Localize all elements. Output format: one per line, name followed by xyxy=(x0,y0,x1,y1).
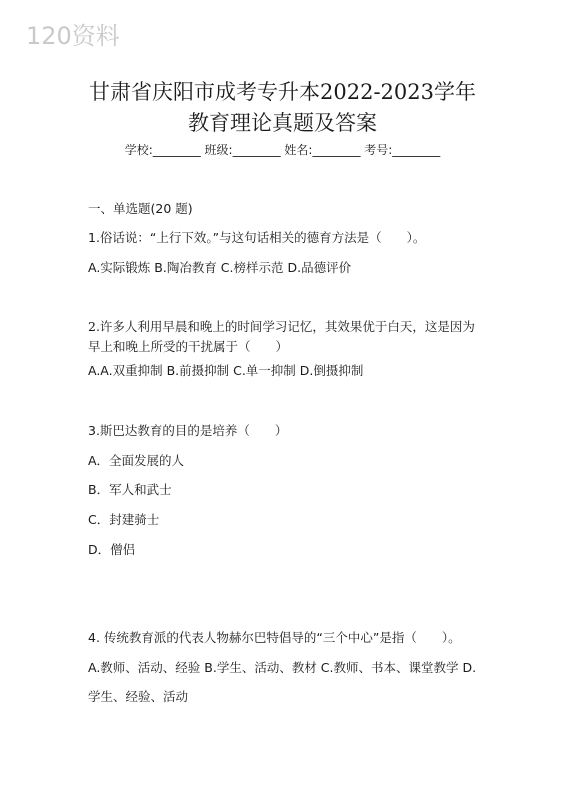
question-3-option-b: B．军人和武士 xyxy=(88,482,172,497)
question-4-stem: 4. 传统教育派的代表人物赫尔巴特倡导的“三个中心”是指（ ）。 xyxy=(88,630,461,645)
question-3-option-d: D．僧侣 xyxy=(88,542,136,557)
question-2-stem-line-1: 2.许多人利用早晨和晚上的时间学习记忆，其效果优于白天，这是因为 xyxy=(88,319,475,334)
question-4-options-line-2: 学生、经验、活动 xyxy=(88,689,189,704)
section-heading: 一、单选题(20 题) xyxy=(88,201,193,216)
student-info-line: 学校:________ 班级:________ 姓名:________ 考号:________ xyxy=(124,143,441,157)
question-3-option-c: C．封建骑士 xyxy=(88,512,160,527)
question-3-option-a: A．全面发展的人 xyxy=(88,453,185,468)
question-2-options: A.A.双重抑制 B.前摄抑制 C.单一抑制 D.倒摄抑制 xyxy=(88,363,364,378)
question-3-stem: 3.斯巴达教育的目的是培养（ ） xyxy=(88,423,288,438)
page-title-line-2: 教育理论真题及答案 xyxy=(188,111,377,135)
question-1-stem: 1.俗话说：“上行下效。”与这句话相关的德育方法是（ ）。 xyxy=(88,230,426,245)
question-1-options: A.实际锻炼 B.陶冶教育 C.榜样示范 D.品德评价 xyxy=(88,260,352,275)
question-4-options-line-1: A.教师、活动、经验 B.学生、活动、教材 C.教师、书本、课堂教学 D. xyxy=(88,660,477,675)
question-2-stem-line-2: 早上和晚上所受的干扰属于（ ） xyxy=(88,339,289,354)
page-title-line-1: 甘肃省庆阳市成考专升本2022-2023学年 xyxy=(89,80,476,104)
watermark: 120资料 xyxy=(26,22,120,50)
